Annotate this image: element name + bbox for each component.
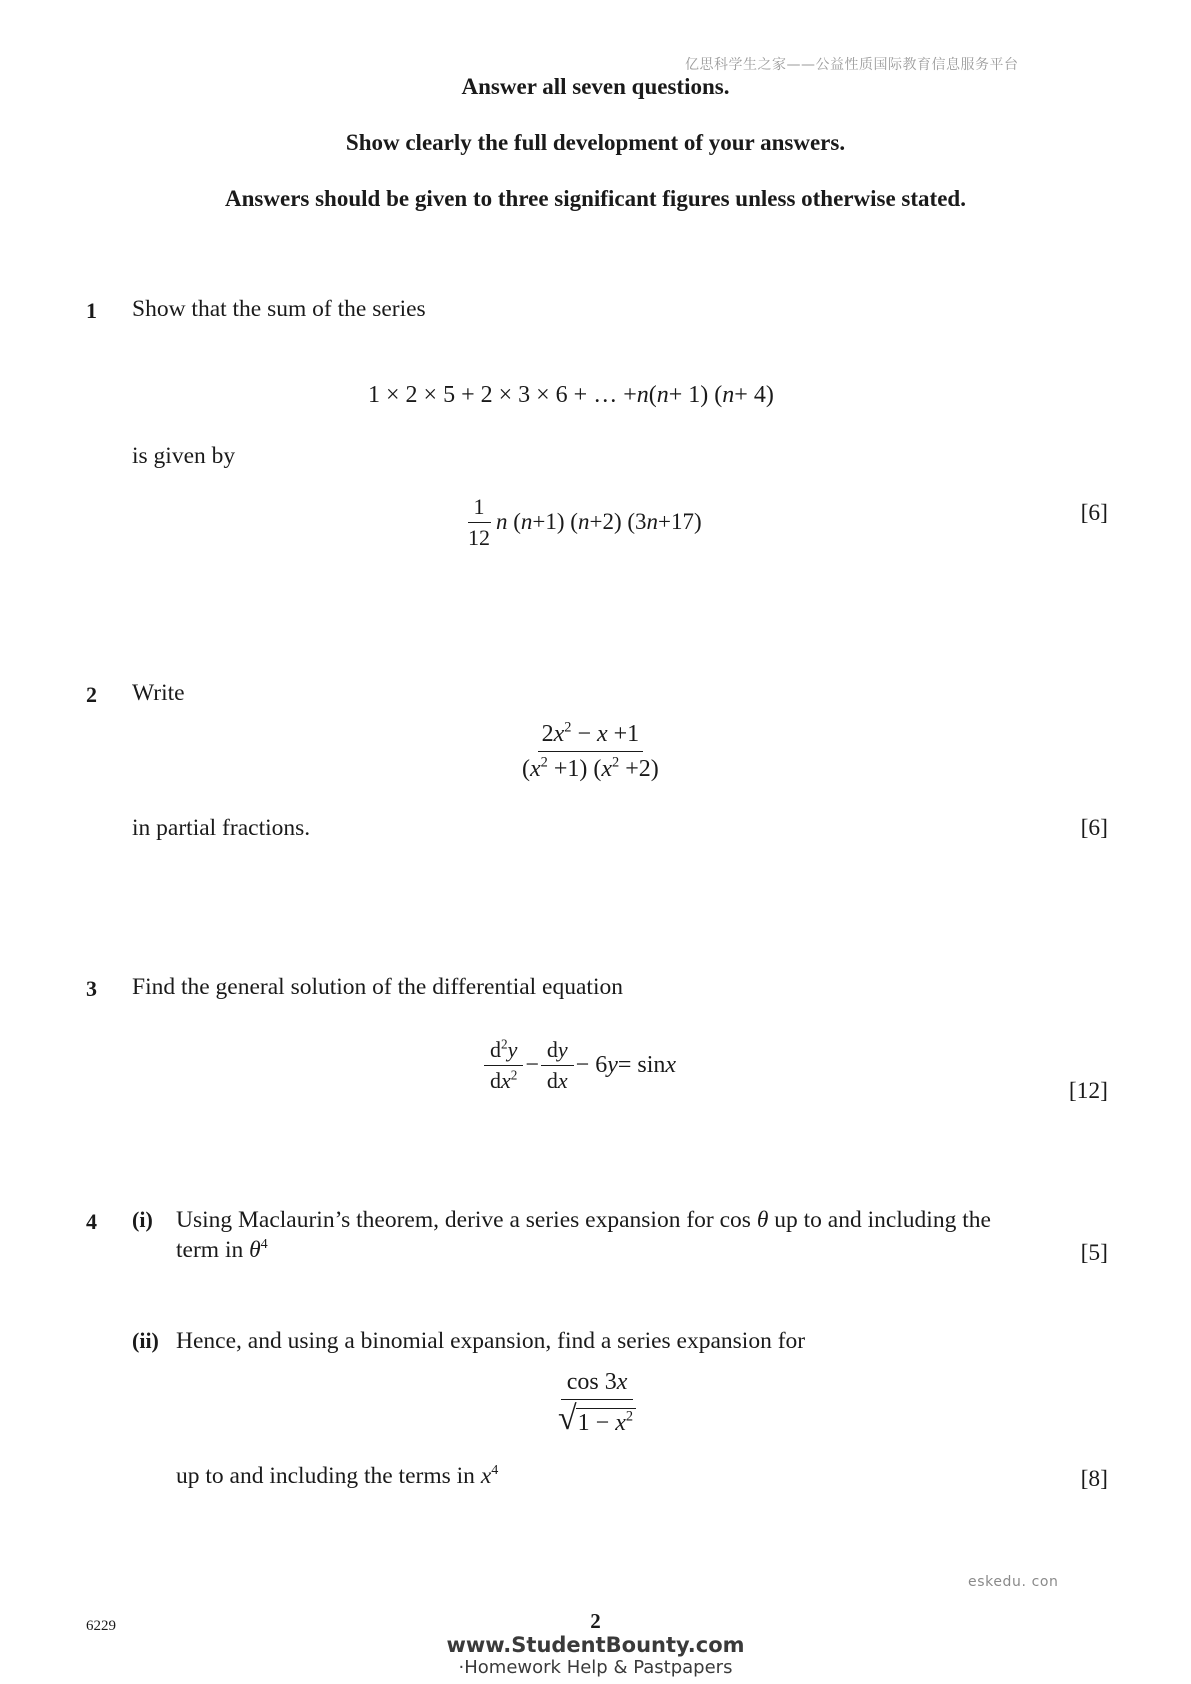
page-number: 2	[590, 1609, 601, 1633]
paper-code: 6229	[86, 1618, 116, 1634]
question-2-text-2: in partial fractions.	[132, 815, 311, 841]
instruction-line-1: Answer all seven questions.	[461, 74, 730, 99]
studentbounty-tagline: ·Homework Help & Pastpapers	[458, 1657, 733, 1678]
question-4-part-ii-text-2: up to and including the terms in $x^4$	[176, 1461, 499, 1489]
eskedu-watermark: eskedu. con	[968, 1574, 1059, 1590]
instruction-line-2: Show clearly the full development of your answers.	[345, 130, 846, 155]
instruction-line-3: Answers should be given to three significant figures unless otherwise stated.	[225, 186, 966, 211]
top-watermark: 亿思科学生之家——公益性质国际教育信息服务平台	[685, 57, 1019, 73]
question-3-equation: $\frac{d^2y}{dx^2}$ − $\frac{dy}{dx}$ − 6 y = sin x	[484, 1030, 676, 1100]
fraction-one-twelfth: $\frac{1}{12}$	[468, 494, 490, 550]
question-4-part-i-text-2: term in $\theta^4$	[176, 1235, 268, 1263]
question-4-part-i-text: Using Maclaurin’s theorem, derive a series expansion for cos θ up to and including the	[176, 1207, 991, 1233]
question-1-mark: [6]	[1080, 500, 1108, 526]
question-2-number: 2	[86, 682, 97, 707]
question-4-fraction: cos 3x √ $1 - x^2$	[556, 1370, 638, 1436]
first-derivative: $\frac{dy}{dx}$	[541, 1038, 574, 1091]
studentbounty-url: www.StudentBounty.com	[446, 1633, 745, 1657]
question-4-part-i-label: (i)	[132, 1207, 153, 1232]
question-2-fraction: $\frac{2x^2 - x +1}{(x^2 +1) (x^2 +2)}$	[522, 719, 659, 783]
question-3-mark: [12]	[1068, 1078, 1108, 1104]
question-1-text: Show that the sum of the series	[132, 296, 426, 322]
question-2-text: Write	[132, 680, 185, 706]
square-root: √ $1 - x^2$	[558, 1402, 636, 1436]
question-1-number: 1	[86, 298, 97, 323]
question-2-mark: [6]	[1080, 815, 1108, 841]
question-4-part-i-mark: [5]	[1080, 1240, 1108, 1266]
question-1-result-formula: $\frac{1}{12}$ n (n+1) (n+2) (3n+17)	[462, 492, 702, 552]
question-4-number: 4	[86, 1209, 97, 1234]
question-4-part-ii-text: Hence, and using a binomial expansion, find a series expansion for	[176, 1328, 806, 1354]
question-1-series: 1 × 2 × 5 + 2 × 3 × 6 + … + n ( n + 1) ( n + 4)	[368, 381, 774, 408]
question-4-part-ii-mark: [8]	[1080, 1466, 1108, 1492]
question-1-given-text: is given by	[132, 443, 236, 469]
question-4-part-ii-label: (ii)	[132, 1328, 159, 1353]
question-3-number: 3	[86, 976, 97, 1001]
second-derivative: $\frac{d^2y}{dx^2}$	[484, 1038, 523, 1091]
question-3-text: Find the general solution of the differential equation	[132, 974, 623, 1000]
